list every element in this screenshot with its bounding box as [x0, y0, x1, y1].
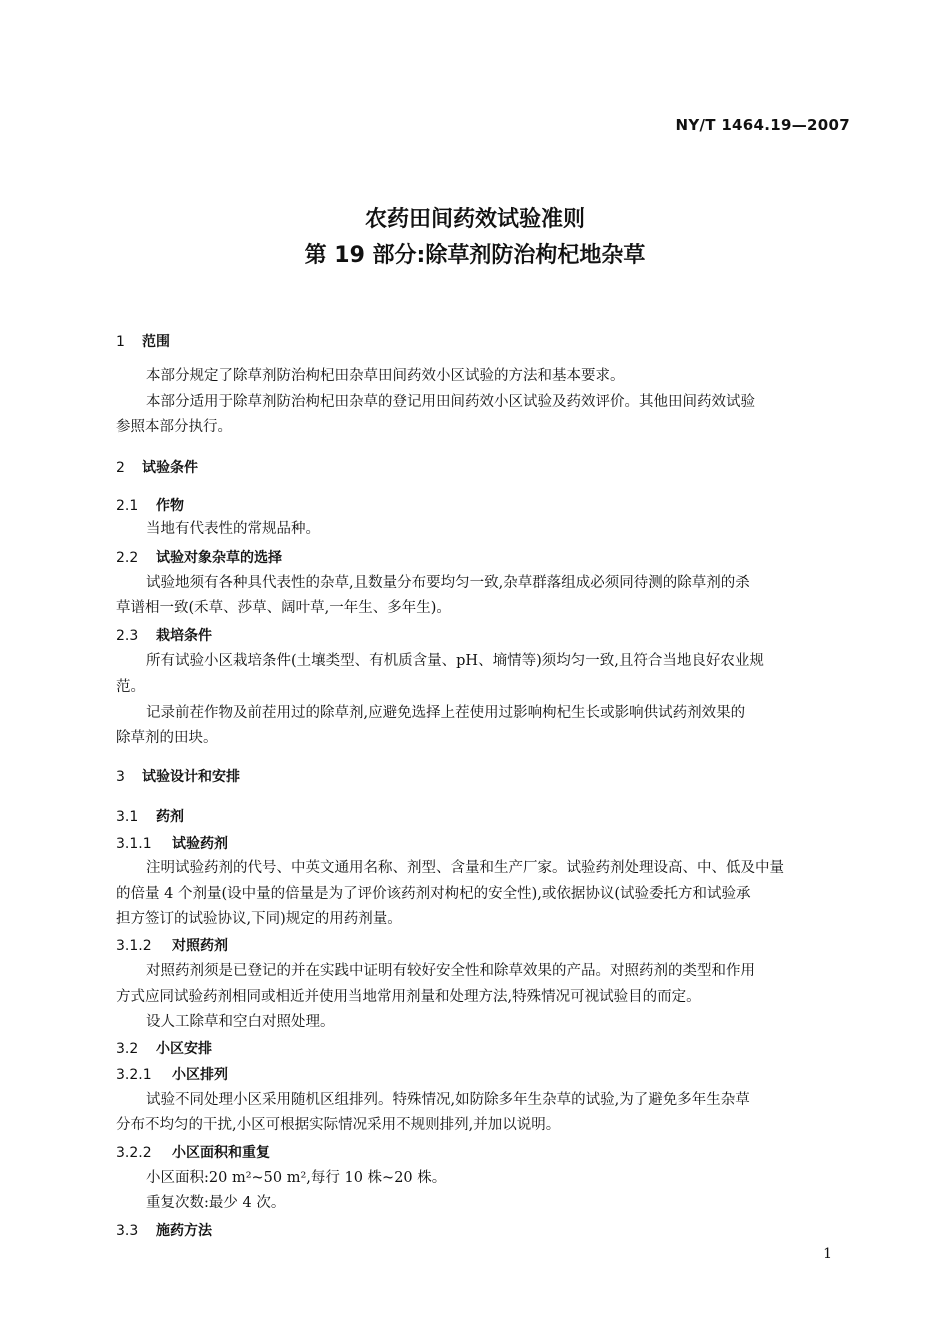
subsection-heading: [116, 806, 184, 826]
paragraph: 注明试验药剂的代号、中英文通用名称、剂型、含量和生产厂家。试验药剂处理设高、中、低及中量: [146, 860, 784, 876]
document-title: 农药田间药效试验准则: [364, 207, 585, 232]
paragraph: 草谱相一致(禾草、莎草、阔叶草,一年生、多年生)。: [116, 600, 451, 616]
section-number: 3: [116, 769, 125, 785]
section-label: 范围: [142, 334, 170, 350]
section-number: 2: [116, 460, 125, 476]
subsection-heading: [116, 935, 228, 955]
subsection-heading: [116, 1064, 228, 1084]
section-number: 2.2: [116, 550, 139, 566]
paragraph: 所有试验小区栽培条件(土壤类型、有机质含量、pH、墒情等)须均匀一致,且符合当地良好农业规: [146, 653, 764, 669]
section-number: 1: [116, 334, 125, 350]
paragraph: 分布不均匀的干扰,小区可根据实际情况采用不规则排列,并加以说明。: [116, 1117, 561, 1133]
section-heading: [116, 457, 198, 477]
paragraph: 小区面积:20 m²~50 m²,每行 10 株~20 株。: [146, 1170, 447, 1186]
section-number: 3.3: [116, 1223, 139, 1239]
section-label: 小区安排: [156, 1041, 212, 1057]
paragraph: 的倍量 4 个剂量(设中量的倍量是为了评价该药剂对枸杞的安全性),或依据协议(试验委托方和试验承: [116, 886, 751, 902]
section-label: 药剂: [156, 809, 184, 825]
paragraph: 当地有代表性的常规品种。: [146, 521, 320, 537]
section-label: 栽培条件: [156, 628, 212, 644]
section-number: 3.1.2: [116, 938, 152, 954]
section-number: 2.1: [116, 498, 139, 514]
subsection-heading: [116, 1220, 212, 1240]
section-number: 3.1.1: [116, 836, 152, 852]
section-heading: [116, 331, 170, 351]
subsection-heading: [116, 833, 228, 853]
standard-number: NY/T 1464.19—2007: [675, 116, 850, 134]
paragraph: 记录前茬作物及前茬用过的除草剂,应避免选择上茬使用过影响枸杞生长或影响供试药剂效果的: [146, 705, 746, 721]
page-number: 1: [823, 1246, 832, 1262]
section-number: 3.1: [116, 809, 139, 825]
paragraph: 设人工除草和空白对照处理。: [146, 1014, 335, 1030]
section-number: 3.2: [116, 1041, 139, 1057]
subsection-heading: [116, 495, 184, 515]
paragraph: 参照本部分执行。: [116, 419, 232, 435]
paragraph: 本部分规定了除草剂防治枸杞田杂草田间药效小区试验的方法和基本要求。: [146, 368, 625, 384]
section-label: 试验对象杂草的选择: [156, 550, 282, 566]
paragraph: 范。: [116, 679, 145, 695]
section-label: 小区面积和重复: [172, 1145, 270, 1161]
section-label: 施药方法: [156, 1223, 212, 1239]
section-number: 3.2.1: [116, 1067, 152, 1083]
paragraph: 本部分适用于除草剂防治枸杞田杂草的登记用田间药效小区试验及药效评价。其他田间药效试验: [146, 394, 755, 410]
paragraph: 试验不同处理小区采用随机区组排列。特殊情况,如防除多年生杂草的试验,为了避免多年生杂草: [146, 1092, 750, 1108]
section-number: 3.2.2: [116, 1145, 152, 1161]
section-label: 对照药剂: [172, 938, 228, 954]
paragraph: 试验地须有各种具代表性的杂草,且数量分布要均匀一致,杂草群落组成必须同待测的除草剂的杀: [146, 575, 750, 591]
subsection-heading: [116, 547, 282, 567]
section-label: 试验药剂: [172, 836, 228, 852]
subsection-heading: [116, 625, 212, 645]
paragraph: 担方签订的试验协议,下同)规定的用药剂量。: [116, 911, 402, 927]
section-number: 2.3: [116, 628, 139, 644]
paragraph: 重复次数:最少 4 次。: [146, 1195, 286, 1211]
section-label: 试验设计和安排: [142, 769, 240, 785]
section-label: 作物: [156, 498, 184, 514]
paragraph: 方式应同试验药剂相同或相近并使用当地常用剂量和处理方法,特殊情况可视试验目的而定。: [116, 989, 701, 1005]
paragraph: 除草剂的田块。: [116, 730, 218, 746]
document-subtitle: 第 19 部分:除草剂防治枸杞地杂草: [304, 243, 646, 268]
paragraph: 对照药剂须是已登记的并在实践中证明有较好安全性和除草效果的产品。对照药剂的类型和作用: [146, 963, 755, 979]
subsection-heading: [116, 1142, 270, 1162]
section-label: 试验条件: [142, 460, 198, 476]
subsection-heading: [116, 1038, 212, 1058]
section-heading: [116, 766, 240, 786]
section-label: 小区排列: [172, 1067, 228, 1083]
